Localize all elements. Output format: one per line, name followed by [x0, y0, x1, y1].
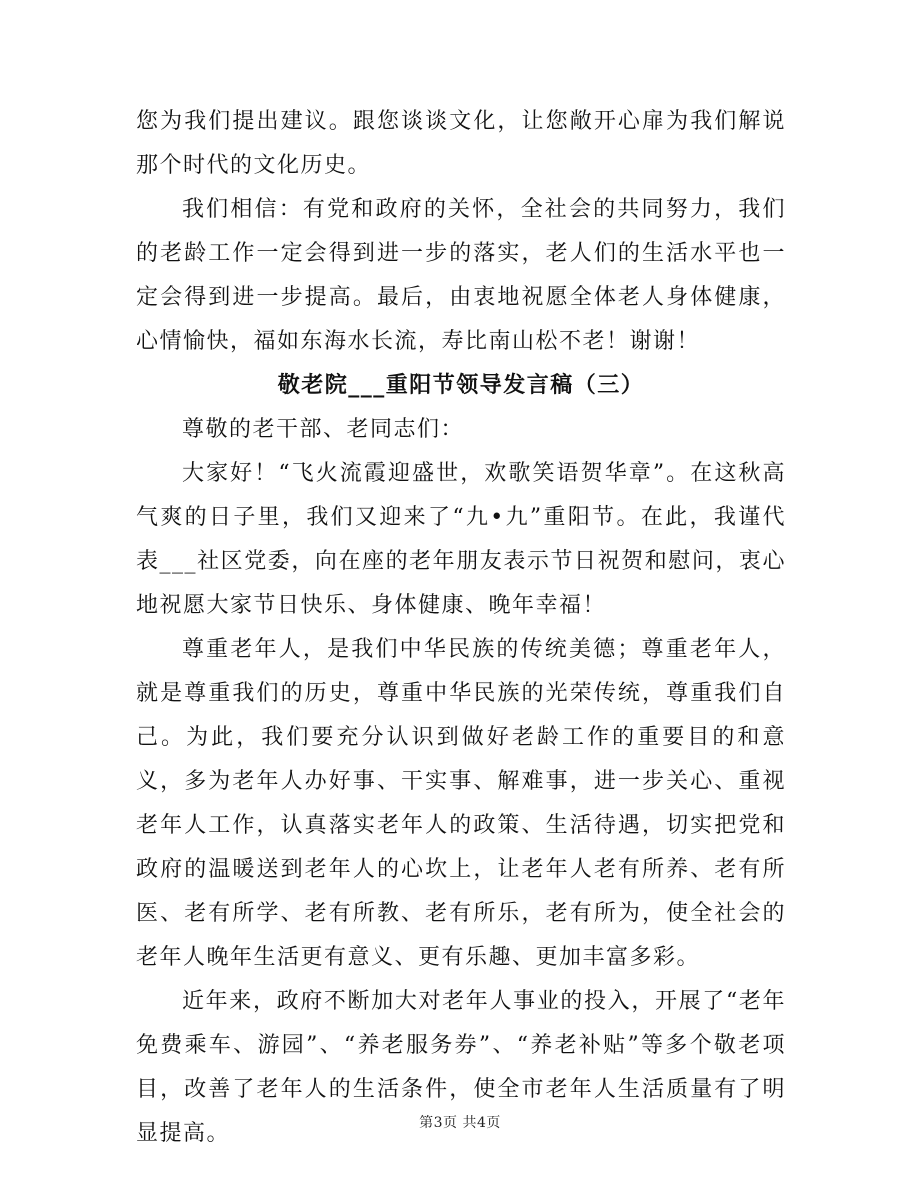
paragraph-respect-elders: 尊重老年人，是我们中华民族的传统美德；尊重老年人，就是尊重我们的历史，尊重中华民族的光荣传统，尊重我们自己。为此，我们要充分认识到做好老龄工作的重要目的和意义，多为老年人办好事、干实事、解难事，进一步关心、重视老年人工作，认真落实老年人的政策、生活待遇，切实把党和政府的温暖送到老年人的心坎上，让老年人老有所养、老有所医、老有所学、老有所教、老有所乐，老有所为，使全社会的老年人晚年生活更有意义、更有乐趣、更加丰富多彩。	[136, 637, 786, 970]
section-title: 敬老院___重阳节领导发言稿（三）	[277, 373, 645, 398]
paragraph-government-investment: 近年来，政府不断加大对老年人事业的投入，开展了“老年免费乘车、游园”、“养老服务券”、“养老补贴”等多个敬老项目，改善了老年人的生活条件，使全市老年人生活质量有了明显提高。	[136, 989, 786, 1146]
paragraph-closing-wishes: 我们相信：有党和政府的关怀，全社会的共同努力，我们的老龄工作一定会得到进一步的落实，老人们的生活水平也一定会得到进一步提高。最后，由衷地祝愿全体老人身体健康，心情愉快，福如东海水长流，寿比南山松不老！谢谢！	[136, 197, 786, 354]
paragraph-opening: 大家好！“飞火流霞迎盛世，欢歌笑语贺华章”。在这秋高气爽的日子里，我们又迎来了“九•九”重阳节。在此，我谨代表___社区党委，向在座的老年朋友表示节日祝贺和慰问，衷心地祝愿大家节日快乐、身体健康、晚年幸福！	[136, 461, 786, 618]
paragraph-intro-continued: 您为我们提出建议。跟您谈谈文化，让您敞开心扉为我们解说那个时代的文化历史。	[136, 109, 786, 178]
greeting-line: 尊敬的老干部、老同志们：	[182, 417, 465, 442]
document-body	[136, 100, 786, 1156]
page-number-footer: 第3页 共4页	[419, 1115, 501, 1131]
